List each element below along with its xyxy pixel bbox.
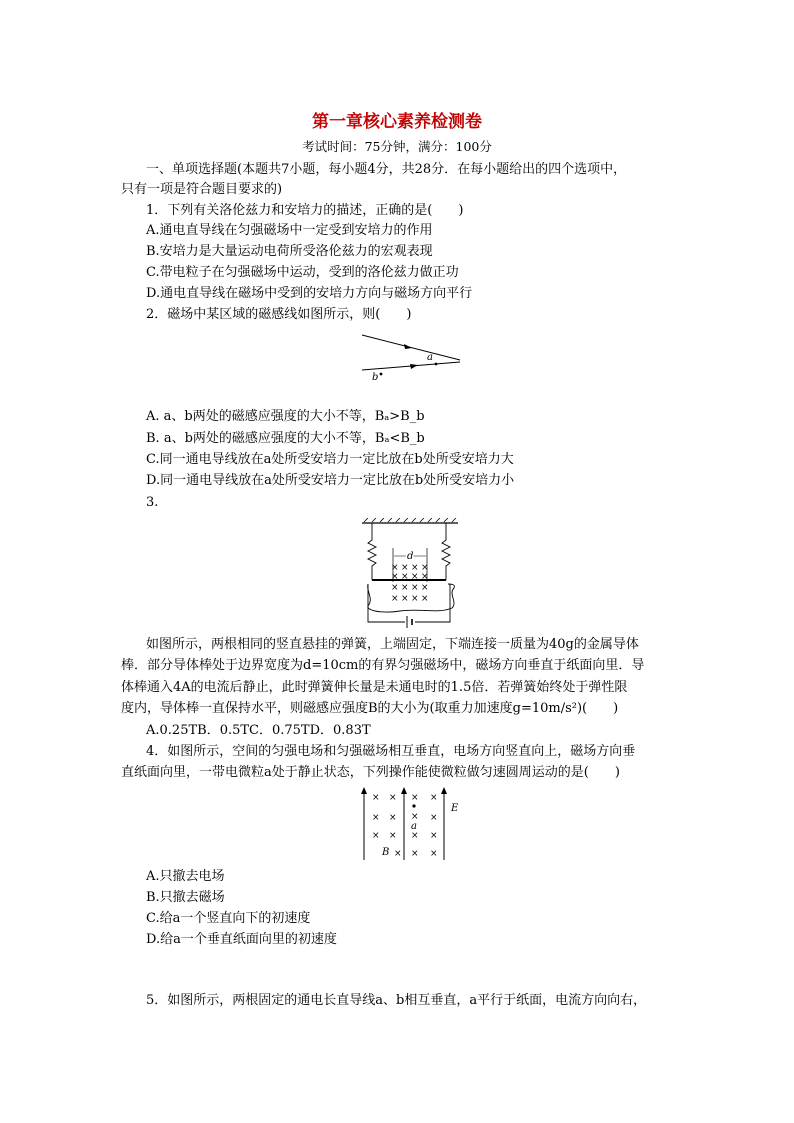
page-title: 第一章核心素养检测卷 — [312, 112, 482, 132]
q1-option-a: A.通电直导线在匀强磁场中一定受到安培力的作用 — [146, 223, 433, 238]
svg-text:×: × — [401, 563, 409, 573]
svg-text:×: × — [401, 572, 409, 582]
q4-option-d: D.给a一个垂直纸面向里的初速度 — [146, 932, 337, 947]
svg-text:×: × — [421, 563, 429, 573]
svg-text:×: × — [389, 793, 397, 803]
svg-text:×: × — [421, 594, 429, 604]
q1-option-c: C.带电粒子在匀强磁场中运动，受到的洛伦兹力做正功 — [146, 265, 459, 280]
q2-option-a: A. a、b两处的磁感应强度的大小不等，Bₐ>B_b — [146, 409, 425, 424]
q2-stem: 2．磁场中某区域的磁感线如图所示，则( ) — [146, 307, 412, 322]
q3-text-line2: 棒．部分导体棒处于边界宽度为d=10cm的有界匀强磁场中，磁场方向垂直于纸面向里．导 — [121, 658, 645, 673]
q1-stem: 1．下列有关洛伦兹力和安培力的描述，正确的是( ) — [146, 203, 464, 218]
arrow-left — [361, 787, 367, 794]
section-heading-line1: 一、单项选择题(本题共7小题，每小题4分，共28分．在每小题给出的四个选项中， — [146, 162, 627, 177]
q1-option-d: D.通电直导线在磁场中受到的安培力方向与磁场方向平行 — [146, 286, 473, 301]
q4-option-a: A.只撤去电场 — [146, 869, 225, 884]
section-heading-line2: 只有一项是符合题目要求的) — [121, 182, 283, 197]
svg-text:×: × — [421, 583, 429, 593]
arrow-bottom — [410, 364, 418, 369]
svg-text:×: × — [430, 813, 438, 823]
exam-info: 考试时间：75分钟，满分：100分 — [302, 139, 492, 154]
q4-field-figure — [358, 786, 468, 862]
svg-text:×: × — [411, 563, 419, 573]
svg-text:×: × — [421, 572, 429, 582]
label-a: a — [411, 821, 417, 832]
q3-text-line4: 度内，导体棒一直保持水平，则磁感应强度B的大小为(取重力加速度g=10m/s²)( ) — [121, 701, 619, 716]
svg-text:×: × — [372, 813, 380, 823]
q2-field-lines-figure — [356, 328, 466, 388]
svg-text:×: × — [391, 583, 399, 593]
svg-text:×: × — [391, 572, 399, 582]
svg-text:×: × — [372, 793, 380, 803]
arrow-right — [441, 787, 447, 794]
arrow-top — [404, 344, 412, 349]
svg-text:×: × — [401, 594, 409, 604]
arrow-middle — [401, 787, 407, 794]
q5-text-line1: 5．如图所示，两根固定的通电长直导线a、b相互垂直，a平行于纸面，电流方向向右， — [146, 993, 647, 1008]
svg-text:×: × — [394, 849, 402, 859]
svg-text:×: × — [389, 813, 397, 823]
q4-option-b: B.只撤去磁场 — [146, 890, 225, 905]
svg-text:×: × — [430, 831, 438, 841]
left-spring — [368, 523, 376, 580]
q4-text-line2: 直纸面向里，一带电微粒a处于静止状态，下列操作能使微粒做匀速圆周运动的是( ) — [121, 765, 620, 780]
svg-text:×: × — [411, 583, 419, 593]
label-E: E — [451, 803, 459, 814]
magnetic-field-crosses — [391, 563, 429, 604]
q4-text-line1: 4．如图所示，空间的匀强电场和匀强磁场相互垂直，电场方向竖直向上，磁场方向垂 — [146, 744, 636, 759]
label-d: d — [407, 551, 414, 562]
svg-text:×: × — [391, 563, 399, 573]
q3-text-line3: 体棒通入4A的电流后静止，此时弹簧伸长量是未通电时的1.5倍．若弹簧始终处于弹性限 — [121, 680, 628, 695]
svg-text:×: × — [411, 572, 419, 582]
svg-text:×: × — [411, 793, 419, 803]
svg-text:×: × — [430, 849, 438, 859]
q2-option-d: D.同一通电导线放在a处所受安培力一定比放在b处所受安培力小 — [146, 473, 515, 488]
svg-text:×: × — [430, 793, 438, 803]
svg-text:×: × — [372, 831, 380, 841]
svg-text:×: × — [401, 583, 409, 593]
q3-answer-options: A.0.25TB．0.5TC．0.75TD．0.83T — [146, 723, 371, 738]
circuit-wire-left — [368, 584, 405, 622]
label-B: B — [382, 847, 390, 858]
label-a: a — [427, 352, 433, 363]
particle-a — [412, 804, 415, 807]
q1-option-b: B.安培力是大量运动电荷所受洛伦兹力的宏观表现 — [146, 244, 433, 259]
svg-text:×: × — [411, 849, 419, 859]
point-b — [380, 373, 383, 376]
q2-option-c: C.同一通电导线放在a处所受安培力一定比放在b处所受安培力大 — [146, 452, 514, 467]
ceiling-hatch — [364, 518, 456, 522]
q3-text-line1: 如图所示，两根相同的竖直悬挂的弹簧，上端固定，下端连接一质量为40g的金属导体 — [146, 637, 639, 652]
svg-text:×: × — [411, 812, 419, 822]
q4-option-c: C.给a一个竖直向下的初速度 — [146, 911, 311, 926]
label-b: b — [372, 372, 379, 383]
point-a — [435, 363, 438, 366]
right-spring — [442, 523, 450, 580]
svg-text:×: × — [389, 831, 397, 841]
svg-text:×: × — [391, 594, 399, 604]
q2-option-b: B. a、b两处的磁感应强度的大小不等，Bₐ<B_b — [146, 431, 425, 446]
q3-number: 3. — [146, 495, 159, 510]
svg-text:×: × — [411, 594, 419, 604]
svg-text:×: × — [411, 831, 419, 841]
q3-spring-figure — [360, 518, 460, 630]
